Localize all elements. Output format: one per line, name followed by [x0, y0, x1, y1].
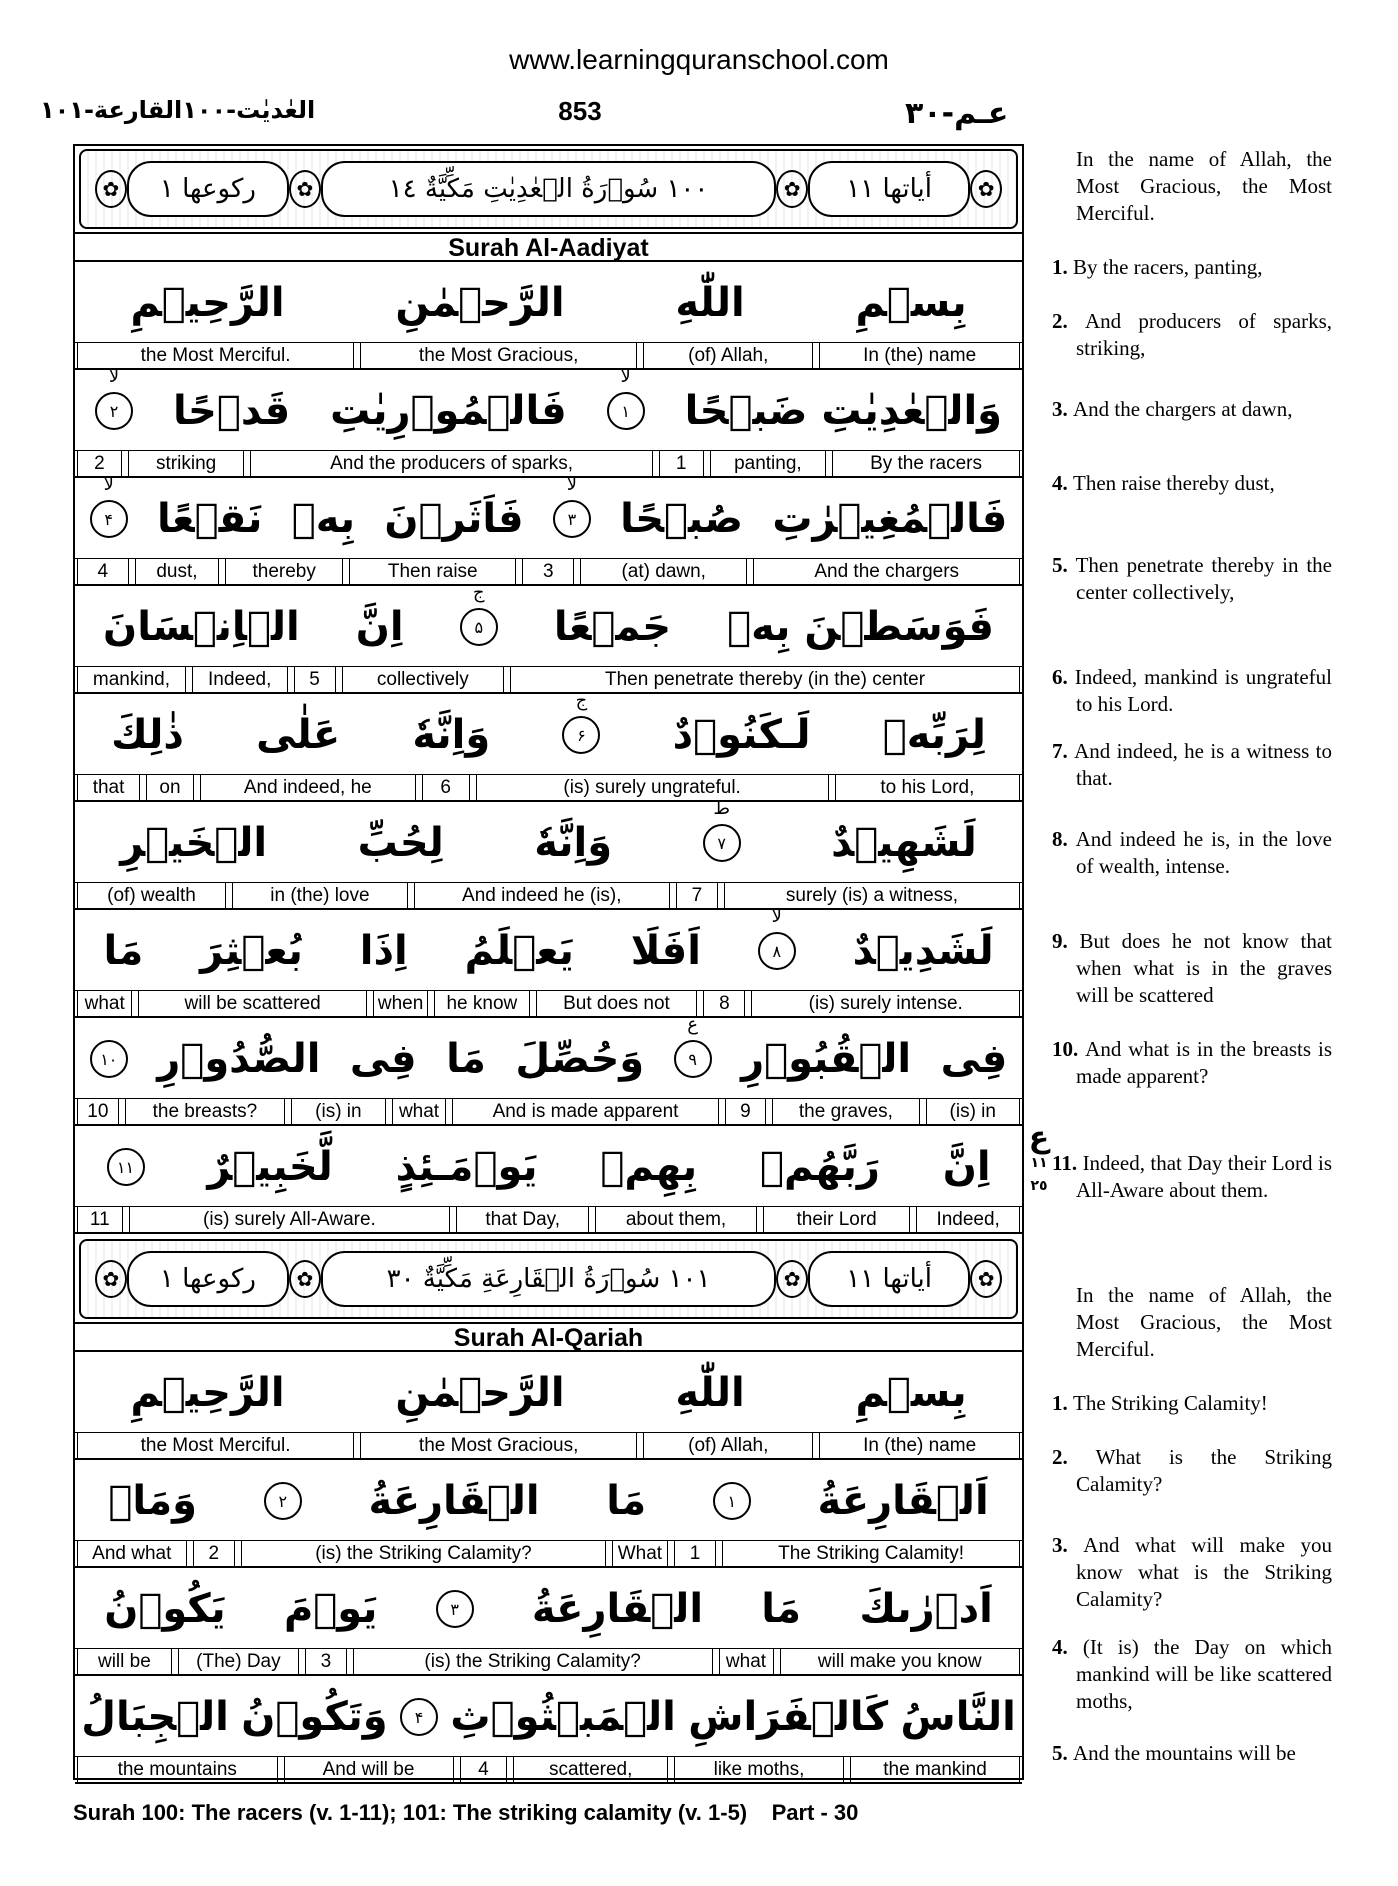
- ayah-number: ۱۱: [116, 1157, 135, 1177]
- banner-surah-name: ١٠١ سُوۡرَةُ الۡقَارِعَةِ مَكِّيَّةٌ ٣٠: [321, 1251, 777, 1307]
- gloss-cell: that: [77, 774, 140, 800]
- arabic-word: لَشَهِيۡدٌ: [831, 820, 977, 866]
- arabic-word: الۡقَارِعَةُ: [531, 1586, 704, 1632]
- arabic-word: فَوَسَطۡنَ بِهٖ: [727, 604, 994, 650]
- arabic-row: [75, 1014, 1022, 1099]
- gloss-cell: (of) wealth: [77, 882, 226, 908]
- ornament-icon: ✿: [289, 1260, 321, 1298]
- verse-number: 10.: [1052, 1037, 1086, 1061]
- translation-verse: [1052, 1532, 1332, 1613]
- surah-title: Surah Al-Qariah: [75, 1322, 1022, 1352]
- verse-text: And the mountains will be: [1073, 1741, 1296, 1765]
- arabic-word: الرَّحۡمٰنِ: [395, 1370, 565, 1416]
- verse-text: But does he not know that when what is in the graves will be scattered: [1076, 929, 1332, 1007]
- arabic-word: الۡاِنۡسَانَ: [103, 604, 300, 650]
- arabic-row: [75, 1354, 1022, 1433]
- gloss-cell: Indeed,: [916, 1206, 1020, 1232]
- gloss-cell: And indeed, he: [200, 774, 416, 800]
- banner-ruku-count: رکوعها ١: [127, 161, 289, 217]
- ornament-icon: ✿: [776, 170, 808, 208]
- gloss-row: [75, 1756, 1022, 1784]
- ayah-number: ۲: [278, 1491, 288, 1511]
- translation-verse: [1052, 1036, 1332, 1090]
- gloss-cell: dust,: [135, 558, 220, 584]
- gloss-cell: he know: [434, 990, 529, 1016]
- ayah-number-marker: [758, 906, 796, 970]
- gloss-row: [75, 1540, 1022, 1568]
- arabic-word: اِنَّ: [355, 604, 404, 650]
- ayah-number: ۳: [450, 1599, 459, 1619]
- gloss-cell: to his Lord,: [835, 774, 1020, 800]
- gloss-cell: thereby: [225, 558, 343, 584]
- arabic-word: وَحُصِّلَ: [515, 1036, 645, 1082]
- arabic-word: الۡخَيۡرِ: [120, 820, 268, 866]
- verse-text: And indeed he is, in the love of wealth, intense.: [1075, 827, 1332, 878]
- arabic-word: نَقۡعًا: [157, 496, 263, 542]
- gloss-cell: And indeed he (is),: [414, 882, 670, 908]
- arabic-word: مَا: [446, 1036, 486, 1082]
- ornament-icon: ✿: [970, 170, 1002, 208]
- arabic-word: وَتَكُوۡنُ: [241, 1694, 388, 1740]
- verse-number: 6.: [1052, 665, 1075, 689]
- arabic-word: اَفَلَا: [630, 928, 701, 974]
- arabic-word: بِسۡمِ: [855, 1370, 967, 1416]
- arabic-word: الۡمَبۡثُوۡثِ: [450, 1694, 676, 1740]
- arabic-word: لِرَبِّهٖ: [882, 712, 986, 758]
- ayah-number-marker: [674, 1014, 712, 1078]
- header-part-name: عـم-٣٠: [905, 96, 1009, 131]
- arabic-word: لَـكَنُوۡدٌ: [672, 712, 811, 758]
- ayah-number-marker: [607, 366, 645, 430]
- gloss-cell: what: [77, 990, 132, 1016]
- ayah-number-marker: [460, 582, 498, 646]
- arabic-word: الۡجِبَالُ: [81, 1694, 229, 1740]
- surah-banner-aadiyat: [79, 149, 1018, 229]
- pause-mark: لا: [103, 474, 114, 495]
- gloss-cell: 6: [422, 774, 470, 800]
- gloss-cell: And is made apparent: [452, 1098, 718, 1124]
- verse-number: 2.: [1052, 1445, 1096, 1469]
- gloss-cell: (of) Allah,: [643, 342, 813, 368]
- ayah-number-marker: [264, 1482, 302, 1520]
- ayah-number: ۲: [109, 401, 119, 421]
- gloss-cell: And the producers of sparks,: [250, 450, 652, 476]
- arabic-word: لَشَدِيۡدٌ: [852, 928, 994, 974]
- verse-text: And what is in the breasts is made apparent?: [1076, 1037, 1332, 1088]
- gloss-row: [75, 1206, 1022, 1234]
- ayah-number: ۷: [717, 833, 726, 853]
- ayah-number: ۳: [567, 509, 577, 529]
- arabic-word: الرَّحِيۡمِ: [130, 1370, 285, 1416]
- ayah-number-marker: [95, 366, 133, 430]
- verse-number: 8.: [1052, 827, 1076, 851]
- translation-verse: [1052, 1150, 1332, 1204]
- gloss-cell: (at) dawn,: [580, 558, 747, 584]
- gloss-cell: 4: [460, 1756, 508, 1782]
- arabic-word: الصُّدُوۡرِ: [157, 1036, 321, 1082]
- gloss-cell: striking: [128, 450, 244, 476]
- ayah-number: ۴: [414, 1707, 424, 1727]
- gloss-row: [75, 342, 1022, 370]
- translation-verse: [1052, 308, 1332, 362]
- arabic-word: جَمۡعًا: [553, 604, 672, 650]
- gloss-cell: 4: [77, 558, 129, 584]
- quran-grid: [73, 144, 1024, 1780]
- gloss-row: [75, 666, 1022, 694]
- ornament-icon: ✿: [95, 1260, 127, 1298]
- gloss-cell: (is) the Striking Calamity?: [353, 1648, 713, 1674]
- pause-mark: لا: [771, 906, 782, 927]
- gloss-cell: will be: [77, 1648, 172, 1674]
- verse-text: Indeed, that Day their Lord is All-Aware about them.: [1076, 1151, 1333, 1202]
- gloss-cell: 3: [305, 1648, 347, 1674]
- arabic-word: بِهٖ: [291, 496, 356, 542]
- gloss-cell: 5: [294, 666, 336, 692]
- banner-surah-name: ١٠٠ سُوۡرَةُ الۡعٰدِيٰتِ مَكِّيَّةٌ ١٤: [321, 161, 777, 217]
- gloss-cell: their Lord: [763, 1206, 910, 1232]
- gloss-cell: (is) surely ungrateful.: [476, 774, 829, 800]
- arabic-row: [75, 1678, 1022, 1757]
- ayah-number-marker: [436, 1590, 474, 1628]
- arabic-word: النَّاسُ: [900, 1694, 1016, 1740]
- gloss-cell: (is) surely All-Aware.: [129, 1206, 451, 1232]
- arabic-word: الرَّحِيۡمِ: [130, 280, 285, 326]
- gloss-cell: (is) in: [291, 1098, 385, 1124]
- arabic-word: اِنَّ: [942, 1144, 991, 1190]
- gloss-cell: 11: [77, 1206, 123, 1232]
- arabic-row: [75, 474, 1022, 559]
- arabic-word: كَالۡفَرَاشِ: [688, 1694, 889, 1740]
- ayah-number: ۴: [104, 509, 114, 529]
- ayah-number: ۱: [621, 401, 630, 421]
- gloss-cell: the Most Gracious,: [360, 342, 637, 368]
- ayah-number-marker: [400, 1698, 438, 1736]
- ruku-numbers: ١١ ٢٥: [1030, 1155, 1048, 1194]
- arabic-word: الۡقَارِعَةُ: [368, 1478, 540, 1524]
- arabic-word: اَلۡقَارِعَةُ: [817, 1478, 989, 1524]
- gloss-cell: panting,: [710, 450, 826, 476]
- gloss-cell: In (the) name: [819, 1432, 1020, 1458]
- pause-mark: ج: [575, 690, 588, 711]
- arabic-word: يَكُوۡنُ: [104, 1586, 226, 1632]
- gloss-cell: In (the) name: [819, 342, 1020, 368]
- translation-verse: [1052, 396, 1332, 423]
- gloss-cell: the mountains: [77, 1756, 278, 1782]
- site-url: www.learningquranschool.com: [509, 44, 889, 75]
- arabic-row: [75, 264, 1022, 343]
- gloss-cell: when: [373, 990, 428, 1016]
- arabic-word: وَمَاۤ: [108, 1478, 198, 1524]
- arabic-row: [75, 366, 1022, 451]
- arabic-word: وَالۡعٰدِيٰتِ ضَبۡحًا: [684, 388, 1003, 434]
- gloss-cell: 1: [674, 1540, 716, 1566]
- banner-ayat-count: أياتها ١١: [808, 1251, 970, 1307]
- gloss-cell: (is) in: [926, 1098, 1020, 1124]
- ayah-number-marker: [107, 1148, 145, 1186]
- gloss-cell: in (the) love: [232, 882, 408, 908]
- arabic-row: [75, 1128, 1022, 1207]
- verse-text: By the racers, panting,: [1073, 255, 1263, 279]
- ruku-mark: ع: [1028, 1120, 1050, 1155]
- arabic-word: اَدۡرٰٮكَ: [859, 1586, 993, 1632]
- gloss-row: [75, 774, 1022, 802]
- translation-verse: [1052, 1390, 1332, 1417]
- arabic-word: صُبۡحًا: [620, 496, 744, 542]
- gloss-cell: (is) surely intense.: [751, 990, 1020, 1016]
- verse-text: And the chargers at dawn,: [1073, 397, 1293, 421]
- gloss-cell: what: [719, 1648, 774, 1674]
- translation-verse: [1052, 1634, 1332, 1715]
- verse-number: 5.: [1052, 553, 1076, 577]
- verse-text: Indeed, mankind is ungrateful to his Lord.: [1074, 665, 1332, 716]
- verse-text: And producers of sparks, striking,: [1076, 309, 1332, 360]
- verse-number: 9.: [1052, 929, 1080, 953]
- verse-text: (It is) the Day on which mankind will be like scattered moths,: [1076, 1635, 1332, 1713]
- arabic-word: بِسۡمِ: [855, 280, 967, 326]
- ayah-number: ۸: [772, 941, 782, 961]
- translation-verse: [1052, 1282, 1332, 1363]
- verse-text: In the name of Allah, the Most Gracious, the Most Merciful.: [1076, 1283, 1332, 1361]
- ayah-number: ۵: [474, 617, 484, 637]
- pause-mark: لا: [620, 366, 631, 387]
- ornament-icon: ✿: [289, 170, 321, 208]
- ornament-icon: ✿: [776, 1260, 808, 1298]
- arabic-word: اللّٰهِ: [675, 280, 745, 326]
- verse-text: And indeed, he is a witness to that.: [1074, 739, 1333, 790]
- verse-text: Then penetrate thereby in the center collectively,: [1075, 553, 1332, 604]
- ayah-number-marker: [90, 474, 128, 538]
- ayah-number: ۹: [688, 1049, 697, 1069]
- arabic-word: لَّخَبِيۡرٌ: [207, 1144, 333, 1190]
- banner-ruku-count: رکوعها ١: [127, 1251, 289, 1307]
- arabic-row: [75, 1462, 1022, 1541]
- ornament-icon: ✿: [95, 170, 127, 208]
- arabic-word: فَالۡمُوۡرِيٰتِ: [330, 388, 567, 434]
- arabic-word: مَا: [761, 1586, 802, 1632]
- verse-number: 4.: [1052, 1635, 1083, 1659]
- arabic-word: مَا: [606, 1478, 647, 1524]
- surah-banner-qariah: [79, 1239, 1018, 1319]
- ayah-number-marker: [562, 690, 600, 754]
- gloss-cell: And will be: [284, 1756, 454, 1782]
- gloss-row: [75, 1648, 1022, 1676]
- gloss-cell: (of) Allah,: [643, 1432, 813, 1458]
- verse-text: And what will make you know what is the Striking Calamity?: [1076, 1533, 1333, 1611]
- arabic-word: قَدۡحًا: [173, 388, 291, 434]
- verse-number: 3.: [1052, 1533, 1084, 1557]
- arabic-word: الرَّحۡمٰنِ: [395, 280, 565, 326]
- verse-number: 2.: [1052, 309, 1085, 333]
- header-surah-names: العٰديٰت-١٠٠القارعة-١٠١: [40, 96, 316, 124]
- gloss-cell: And the chargers: [753, 558, 1020, 584]
- translation-verse: [1052, 826, 1332, 880]
- gloss-cell: But does not: [536, 990, 698, 1016]
- arabic-word: ذٰلِكَ: [111, 712, 184, 758]
- ruku-marker: [1026, 1120, 1052, 1196]
- gloss-cell: And what: [77, 1540, 187, 1566]
- ayah-number-marker: [553, 474, 591, 538]
- arabic-word: يَعۡلَمُ: [464, 928, 574, 974]
- gloss-cell: will be scattered: [138, 990, 367, 1016]
- arabic-word: يَوۡمَ: [283, 1586, 378, 1632]
- gloss-cell: the Most Gracious,: [360, 1432, 637, 1458]
- ayah-number: ۱: [727, 1491, 737, 1511]
- verse-text: What is the Striking Calamity?: [1076, 1445, 1332, 1496]
- pause-mark: ط: [713, 798, 730, 819]
- arabic-row: [75, 906, 1022, 991]
- gloss-cell: 7: [676, 882, 718, 908]
- arabic-word: بِهِمۡ: [600, 1144, 698, 1190]
- arabic-word: فِى: [940, 1036, 1008, 1082]
- arabic-row: [75, 1570, 1022, 1649]
- gloss-cell: 1: [659, 450, 704, 476]
- verse-number: 1.: [1052, 255, 1073, 279]
- gloss-cell: scattered,: [513, 1756, 668, 1782]
- ornament-icon: ✿: [970, 1260, 1002, 1298]
- gloss-row: [75, 1098, 1022, 1126]
- ayah-number: ۱۰: [100, 1049, 118, 1069]
- surah-title: Surah Al-Aadiyat: [75, 232, 1022, 262]
- banner-ayat-count: أياتها ١١: [808, 161, 970, 217]
- arabic-row: [75, 582, 1022, 667]
- arabic-word: اِذَا: [359, 928, 408, 974]
- arabic-word: عَلٰى: [256, 712, 341, 758]
- verse-text: Then raise thereby dust,: [1073, 471, 1275, 495]
- gloss-row: [75, 558, 1022, 586]
- gloss-cell: 10: [77, 1098, 119, 1124]
- gloss-cell: about them,: [595, 1206, 757, 1232]
- gloss-cell: like moths,: [674, 1756, 844, 1782]
- gloss-cell: mankind,: [77, 666, 186, 692]
- gloss-cell: collectively: [342, 666, 504, 692]
- verse-number: 11.: [1052, 1151, 1083, 1175]
- verse-number: 1.: [1052, 1391, 1073, 1415]
- gloss-cell: 2: [193, 1540, 235, 1566]
- page-number: 853: [558, 96, 602, 126]
- gloss-row: [75, 1432, 1022, 1460]
- gloss-cell: 8: [703, 990, 745, 1016]
- verse-number: 5.: [1052, 1741, 1073, 1765]
- arabic-word: الۡقُبُوۡرِ: [741, 1036, 912, 1082]
- gloss-cell: surely (is) a witness,: [724, 882, 1020, 908]
- gloss-cell: the Most Merciful.: [77, 342, 354, 368]
- translation-verse: [1052, 664, 1332, 718]
- translation-verse: [1052, 1444, 1332, 1498]
- gloss-cell: 3: [522, 558, 574, 584]
- pause-mark: ج: [472, 582, 485, 603]
- translation-verse: [1052, 146, 1332, 227]
- gloss-row: [75, 882, 1022, 910]
- arabic-word: مَا: [103, 928, 144, 974]
- gloss-cell: the mankind: [850, 1756, 1020, 1782]
- gloss-cell: The Striking Calamity!: [722, 1540, 1020, 1566]
- gloss-cell: 9: [725, 1098, 767, 1124]
- arabic-word: فَاَثَرۡنَ: [384, 496, 524, 542]
- arabic-word: لِحُبِّ: [357, 820, 444, 866]
- arabic-word: بُعۡثِرَ: [200, 928, 303, 974]
- arabic-word: رَبَّهُمۡ: [760, 1144, 880, 1190]
- gloss-cell: Then penetrate thereby (in the) center: [510, 666, 1020, 692]
- gloss-cell: Indeed,: [192, 666, 288, 692]
- ayah-number-marker: [713, 1482, 751, 1520]
- arabic-row: [75, 798, 1022, 883]
- translation-verse: [1052, 254, 1332, 281]
- arabic-word: وَاِنَّهٗ: [412, 712, 491, 758]
- verse-number: 7.: [1052, 739, 1075, 763]
- gloss-cell: 2: [77, 450, 122, 476]
- gloss-cell: By the racers: [832, 450, 1020, 476]
- gloss-cell: on: [146, 774, 194, 800]
- arabic-row: [75, 690, 1022, 775]
- verse-text: In the name of Allah, the Most Gracious, the Most Merciful.: [1076, 147, 1332, 225]
- gloss-cell: will make you know: [780, 1648, 1021, 1674]
- arabic-word: فِى: [349, 1036, 417, 1082]
- gloss-cell: (The) Day: [178, 1648, 299, 1674]
- ayah-number-marker: [90, 1040, 128, 1078]
- gloss-cell: what: [392, 1098, 447, 1124]
- arabic-word: يَوۡمَـئِذٍ: [395, 1144, 538, 1190]
- gloss-cell: (is) the Striking Calamity?: [241, 1540, 606, 1566]
- verse-text: The Striking Calamity!: [1073, 1391, 1268, 1415]
- arabic-word: فَالۡمُغِيۡرٰتِ: [772, 496, 1008, 542]
- pause-mark: لا: [108, 366, 120, 387]
- gloss-cell: Then raise: [349, 558, 516, 584]
- verse-number: 4.: [1052, 471, 1073, 495]
- gloss-cell: the Most Merciful.: [77, 1432, 354, 1458]
- gloss-cell: the graves,: [772, 1098, 919, 1124]
- gloss-row: [75, 990, 1022, 1018]
- pause-mark: لا: [566, 474, 577, 495]
- translation-verse: [1052, 928, 1332, 1009]
- ayah-number-marker: [703, 798, 741, 862]
- pause-mark: ع: [687, 1014, 699, 1035]
- translation-verse: [1052, 738, 1332, 792]
- arabic-word: وَاِنَّهٗ: [534, 820, 613, 866]
- verse-number: 3.: [1052, 397, 1073, 421]
- page-footer: Surah 100: The racers (v. 1-11); 101: The striking calamity (v. 1-5) Part - 30: [73, 1800, 859, 1825]
- translation-verse: [1052, 1740, 1332, 1767]
- arabic-word: اللّٰهِ: [675, 1370, 745, 1416]
- gloss-cell: the breasts?: [125, 1098, 286, 1124]
- ayah-number: ۶: [577, 725, 586, 745]
- translation-verse: [1052, 470, 1332, 497]
- gloss-row: [75, 450, 1022, 478]
- gloss-cell: What: [612, 1540, 668, 1566]
- gloss-cell: that Day,: [456, 1206, 589, 1232]
- translation-verse: [1052, 552, 1332, 606]
